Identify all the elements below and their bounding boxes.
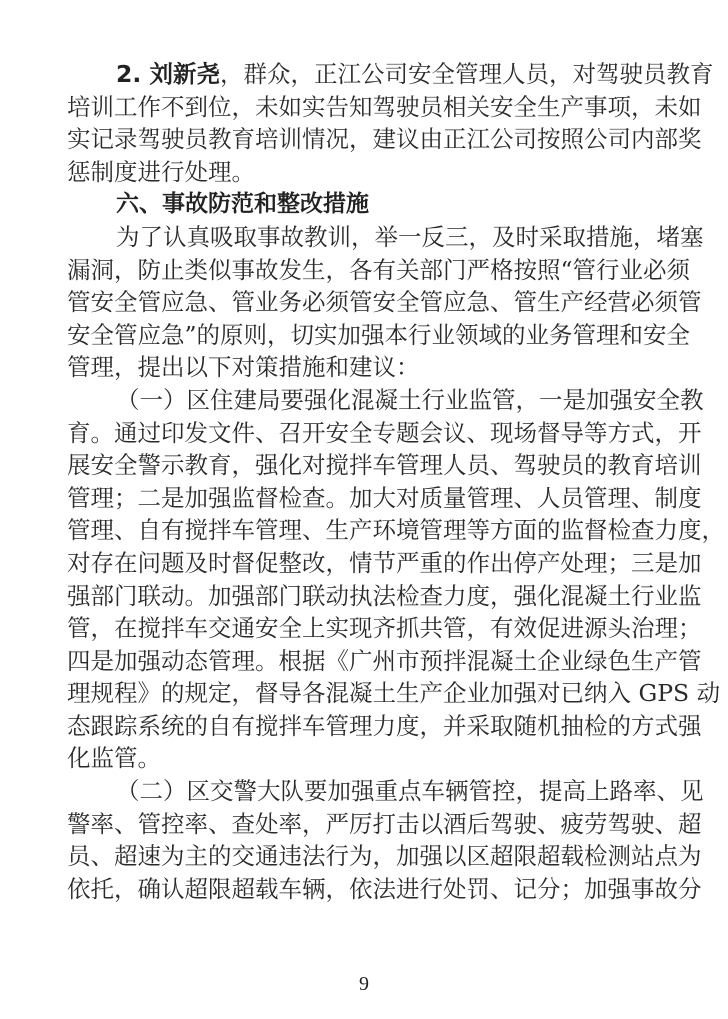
measure-2-line-4: 依托，确认超限超载车辆，依法进行处罚、记分；加强事故分 <box>67 874 702 903</box>
measure-2-line-3: 员、超速为主的交通违法行为，加强以区超限超载检测站点为 <box>67 842 702 871</box>
item-2-line-3: 实记录驾驶员教育培训情况，建议由正江公司按照公司内部奖 <box>67 125 702 154</box>
person-name-label: 2. 刘新尧 <box>116 60 220 88</box>
measure-2-line-1: （二）区交警大队要加强重点车辆管控，提高上路率、见 <box>116 777 704 806</box>
measure-1-line-3: 展安全警示教育，强化对搅拌车管理人员、驾驶员的教育培训 <box>67 451 702 480</box>
measure-1-line-6: 对存在问题及时督促整改，情节严重的作出停产处理；三是加 <box>67 548 702 577</box>
intro-line-3: 管安全管应急、管业务必须管安全管应急、管生产经营必须管 <box>67 288 702 317</box>
measure-1-line-9: 四是加强动态管理。根据《广州市预拌混凝土企业绿色生产管 <box>67 646 702 675</box>
measure-1-line-4: 管理；二是加强监督检查。加大对质量管理、人员管理、制度 <box>67 483 702 512</box>
measure-1-line-8: 管，在搅拌车交通安全上实现齐抓共管，有效促进源头治理； <box>67 614 702 643</box>
measure-1-line-11: 态跟踪系统的自有搅拌车管理力度，并采取随机抽检的方式强 <box>67 711 702 740</box>
measure-1-line-12: 化监管。 <box>67 744 161 773</box>
item-2-line-2: 培训工作不到位，未如实告知驾驶员相关安全生产事项，未如 <box>67 92 702 121</box>
measure-2-line-2: 警率、管控率、查处率，严厉打击以酒后驾驶、疲劳驾驶、超 <box>67 809 702 838</box>
measure-1-line-2: 育。通过印发文件、召开安全专题会议、现场督导等方式，开 <box>67 418 702 447</box>
measure-1-line-7: 强部门联动。加强部门联动执法检查力度，强化混凝土行业监 <box>67 581 702 610</box>
item-2-line-4: 惩制度进行处理。 <box>67 157 255 186</box>
section-heading: 六、事故防范和整改措施 <box>116 191 369 218</box>
intro-line-5: 管理，提出以下对策措施和建议： <box>67 353 420 382</box>
document-page <box>67 58 725 905</box>
intro-line-1: 为了认真吸取事故教训，举一反三，及时采取措施，堵塞 <box>116 222 704 251</box>
item-2-text: ，群众，正江公司安全管理人员，对驾驶员教育 <box>219 60 714 88</box>
page-number: 9 <box>359 973 369 995</box>
measure-1-line-5: 管理、自有搅拌车管理、生产环境管理等方面的监督检查力度， <box>67 516 725 545</box>
measure-1-line-10: 理规程》的规定，督导各混凝土生产企业加强对已纳入 GPS 动 <box>67 679 721 708</box>
measure-1-line-1: （一）区住建局要强化混凝土行业监管，一是加强安全教 <box>116 385 704 414</box>
intro-line-4: 安全管应急”的原则，切实加强本行业领域的业务管理和安全 <box>67 320 691 349</box>
intro-line-2: 漏洞，防止类似事故发生，各有关部门严格按照“管行业必须 <box>67 255 691 284</box>
item-2-line-1 <box>67 58 714 91</box>
